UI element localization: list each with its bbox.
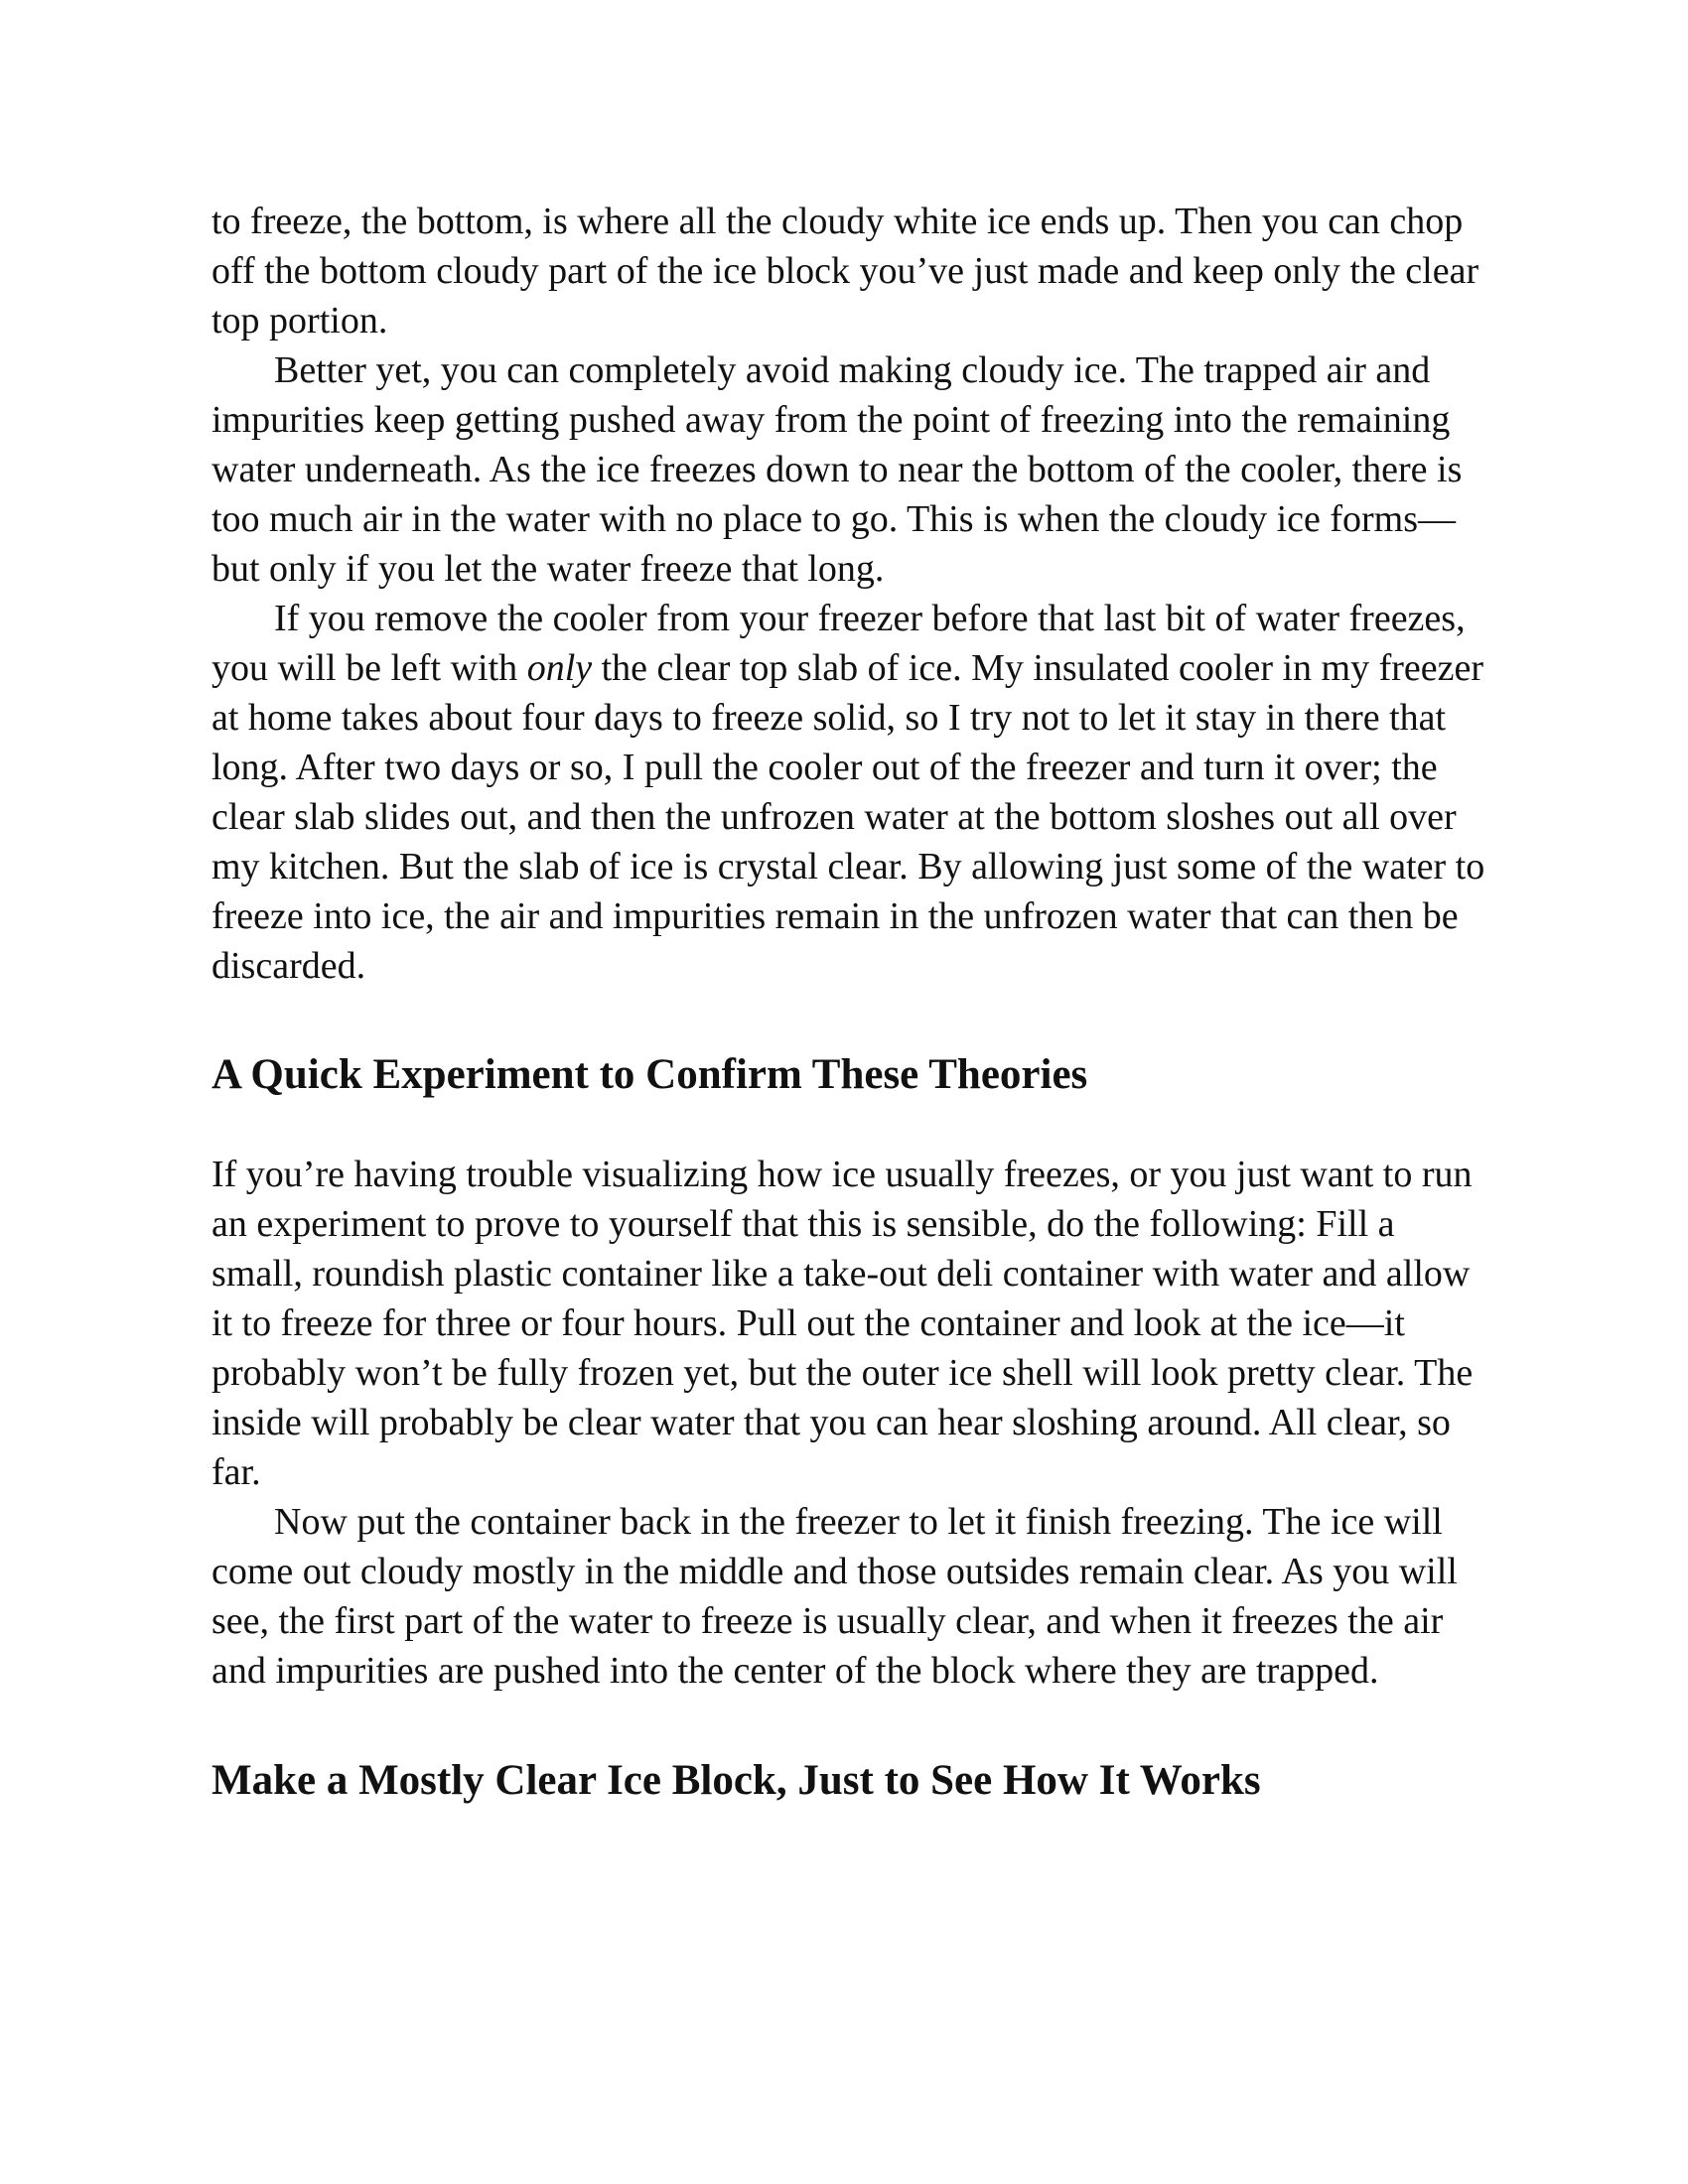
body-paragraph: If you’re having trouble visualizing how ice usually freezes, or you just want to run an experiment to prove to yourself that this is sensible, do the following: Fill a small, roundish plastic container like a take-out deli container with water and allow it to freeze for three or four hours. Pull out the container and look at the ice—it probably won’t be fully frozen yet, but the outer ice shell will look pretty clear. The inside will probably be clear water that you can hear sloshing around. All clear, so far. xyxy=(211,1154,1474,1493)
section-heading: Make a Mostly Clear Ice Block, Just to See How It Works xyxy=(211,1757,1261,1804)
body-paragraph: to freeze, the bottom, is where all the cloudy white ice ends up. Then you can chop off the bottom cloudy part of the ice block you’ve just made and keep only the clear top portion. xyxy=(211,201,1479,341)
document-page xyxy=(211,197,1492,1808)
paragraph-text: If you remove the cooler from your freezer before that last bit of water freezes, you will be left with xyxy=(211,598,1466,689)
section-heading: A Quick Experiment to Confirm These Theories xyxy=(211,1051,1088,1098)
body-paragraph: Now put the container back in the freezer to let it finish freezing. The ice will come out cloudy mostly in the middle and those outsides remain clear. As you will see, the first part of the water to freeze is usually clear, and when it freezes the air and impurities are pushed into the center of the block where they are trapped. xyxy=(211,1501,1458,1692)
body-paragraph: Better yet, you can completely avoid making cloudy ice. The trapped air and impurities keep getting pushed away from the point of freezing into the remaining water underneath. As the ice freezes down to near the bottom of the cooler, there is too much air in the water with no place to go. This is when the cloudy ice forms—but only if you let the water freeze that long. xyxy=(211,349,1463,590)
emphasis-text: only xyxy=(526,647,593,689)
paragraph-text: the clear top slab of ice. My insulated cooler in my freezer at home takes about four days to freeze solid, so I try not to let it stay in there that long. After two days or so, I pull the cooler out of the freezer and turn it over; the clear slab slides out, and then the unfrozen water at the bottom sloshes out all over my kitchen. But the slab of ice is crystal clear. By allowing just some of the water to freeze into ice, the air and impurities remain in the unfrozen water that can then be discarded. xyxy=(211,647,1485,987)
body-paragraph-with-emphasis xyxy=(211,594,1492,991)
